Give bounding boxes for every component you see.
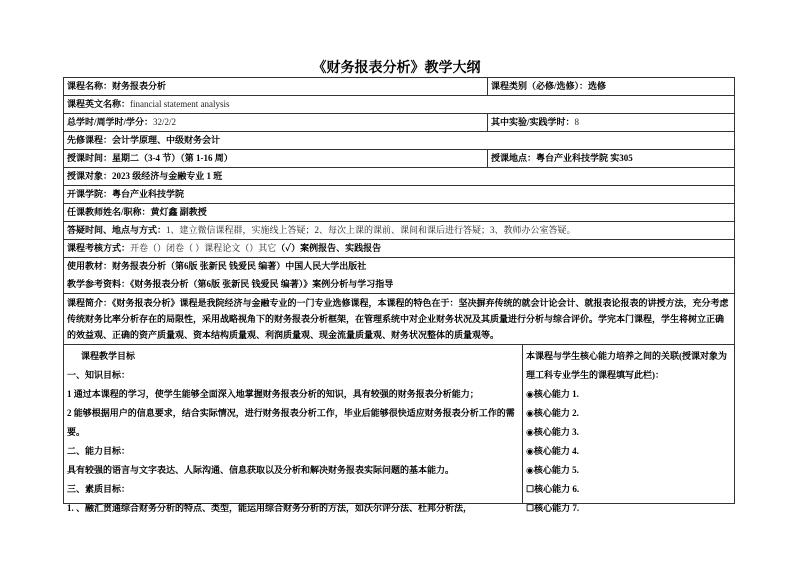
class-place: 粤台产业科技学院 实305 — [536, 153, 633, 163]
reference: 《财务报表分析（第6版 张新民 钱爱民 编著）》案例分析与学习指导 — [130, 278, 394, 289]
label: 教学参考资料： — [67, 278, 131, 289]
radio-filled-icon: ◉ — [526, 446, 534, 456]
row-exam — [64, 240, 734, 258]
row-target — [64, 168, 734, 186]
row-goals — [64, 345, 734, 513]
document-title: 《财务报表分析》教学大纲 — [312, 61, 481, 76]
row-qa — [64, 222, 734, 240]
core-ability-item — [526, 404, 731, 423]
label: 授课时间： — [67, 153, 113, 163]
row-intro — [64, 294, 734, 345]
core-ability-item — [526, 423, 731, 442]
course-type: 选修 — [588, 81, 607, 91]
row-prereq — [64, 132, 734, 150]
ability-title: 二、能力目标： — [67, 446, 131, 456]
core-ability-item — [526, 480, 731, 499]
course-intro: 《财务报表分析》课程是我院经济与金融专业的一门专业选修课程，本课程的特色在于：坚决摒弃传统的就会计论会计、就报表论报表的讲授方法，充分考虑传统财务比率分析存在的局限性，采用战略视角下的财务报表分析框架，在管理系统中对企业财务状况及其质量进行分析与综合评价。学完本门课程，学生将树立正确的效益观、正确的资产质量观、资本结构质量观、利润质量观、现金流量质量观、财务状况整体的质量观等。 — [67, 298, 729, 340]
prerequisites: 会计学原理、中级财务会计 — [112, 135, 221, 145]
label: 课程简介： — [67, 298, 113, 308]
checkbox-empty-icon: ☐ — [526, 503, 535, 513]
core-ability-label: 核心能力 5. — [533, 465, 579, 475]
abilities-heading: 本课程与学生核心能力培养之间的关联(授课对象为理工科专业学生的课程填写此栏)： — [526, 351, 727, 380]
goals-heading: 课程教学目标 — [81, 351, 136, 361]
label: 使用教材： — [67, 261, 113, 271]
label: 总学时/周学时/学分： — [67, 117, 154, 127]
core-ability-item — [526, 442, 731, 461]
label: 授课对象： — [67, 171, 113, 181]
lab-hours: 8 — [574, 117, 580, 127]
label: 任课教师姓名/职称： — [67, 207, 151, 217]
syllabus-table — [63, 77, 735, 513]
hours: 32/2/2 — [153, 117, 177, 127]
label: 答疑时间、地点与方式： — [67, 225, 167, 235]
label: 课程名称： — [67, 81, 113, 91]
radio-filled-icon: ◉ — [526, 465, 534, 475]
quality-goal-1: 1. 、融汇贯通综合财务分析的特点、类型，能运用综合财务分析的方法，如沃尔评分法、杜邦分析法， — [67, 503, 473, 513]
core-ability-item — [526, 461, 731, 480]
textbook: 财务报表分析（第6版 张新民 钱爱民 编著）中国人民大学出版社 — [112, 261, 367, 271]
teacher: 黄灯鑫 副教授 — [150, 207, 207, 217]
checkbox-empty-icon: ☐ — [526, 484, 535, 494]
college: 粤台产业科技学院 — [112, 189, 185, 199]
english-name: financial statement analysis — [130, 99, 230, 109]
label: 授课地点： — [491, 153, 537, 163]
target-students: 2023 级经济与金融专业 1 班 — [112, 171, 223, 181]
core-ability-label: 核心能力 6. — [534, 484, 580, 494]
knowledge-goal-2: 2 能够根据用户的信息要求，结合实际情况，进行财务报表分析工作，毕业后能够很快适应财务报表分析工作的需要。 — [67, 408, 515, 437]
quality-title: 三、素质目标： — [67, 484, 131, 494]
core-ability-item — [526, 499, 731, 518]
exam-selected: （✓）案例报告、实践报告 — [276, 243, 382, 253]
ability-goal: 具有较强的语言与文字表达、人际沟通、信息获取以及分析和解决财务报表实际问题的基本能力。 — [67, 465, 455, 475]
core-ability-label: 核心能力 2. — [533, 408, 579, 418]
row-teacher — [64, 204, 734, 222]
row-hours — [64, 114, 734, 132]
row-course-name — [64, 78, 734, 96]
class-time: 星期二（3-4 节）（第 1-16 周） — [112, 153, 233, 163]
core-ability-label: 核心能力 7. — [534, 503, 580, 513]
row-time — [64, 150, 734, 168]
radio-filled-icon: ◉ — [526, 427, 534, 437]
radio-filled-icon: ◉ — [526, 408, 534, 418]
radio-filled-icon: ◉ — [526, 389, 534, 399]
knowledge-goal-1: 1 通过本课程的学习，使学生能够全面深入地掌握财务报表分析的知识，具有较强的财务报表分析能力； — [67, 389, 479, 399]
label: 先修课程： — [67, 135, 113, 145]
label: 开课学院： — [67, 189, 113, 199]
exam-options: 开卷（）闭卷（ ）课程论文（）其它 — [130, 243, 277, 253]
knowledge-title: 一、知识目标： — [67, 370, 131, 380]
core-ability-label: 核心能力 1. — [533, 389, 579, 399]
row-english-name — [64, 96, 734, 114]
qa-info: 1、建立微信课程群，实施线上答疑；2、每次上课的课前、课间和课后进行答疑；3、教师办公室答疑。 — [166, 225, 576, 235]
label: 课程考核方式： — [67, 243, 131, 253]
label: 其中实验/实践学时： — [491, 117, 575, 127]
row-books — [64, 258, 734, 294]
label: 课程类别（必修/选修）： — [491, 81, 589, 91]
label: 课程英文名称： — [67, 99, 131, 109]
row-college — [64, 186, 734, 204]
core-ability-item — [526, 385, 731, 404]
core-ability-label: 核心能力 4. — [533, 446, 579, 456]
course-name: 财务报表分析 — [112, 81, 167, 91]
core-ability-label: 核心能力 3. — [533, 427, 579, 437]
